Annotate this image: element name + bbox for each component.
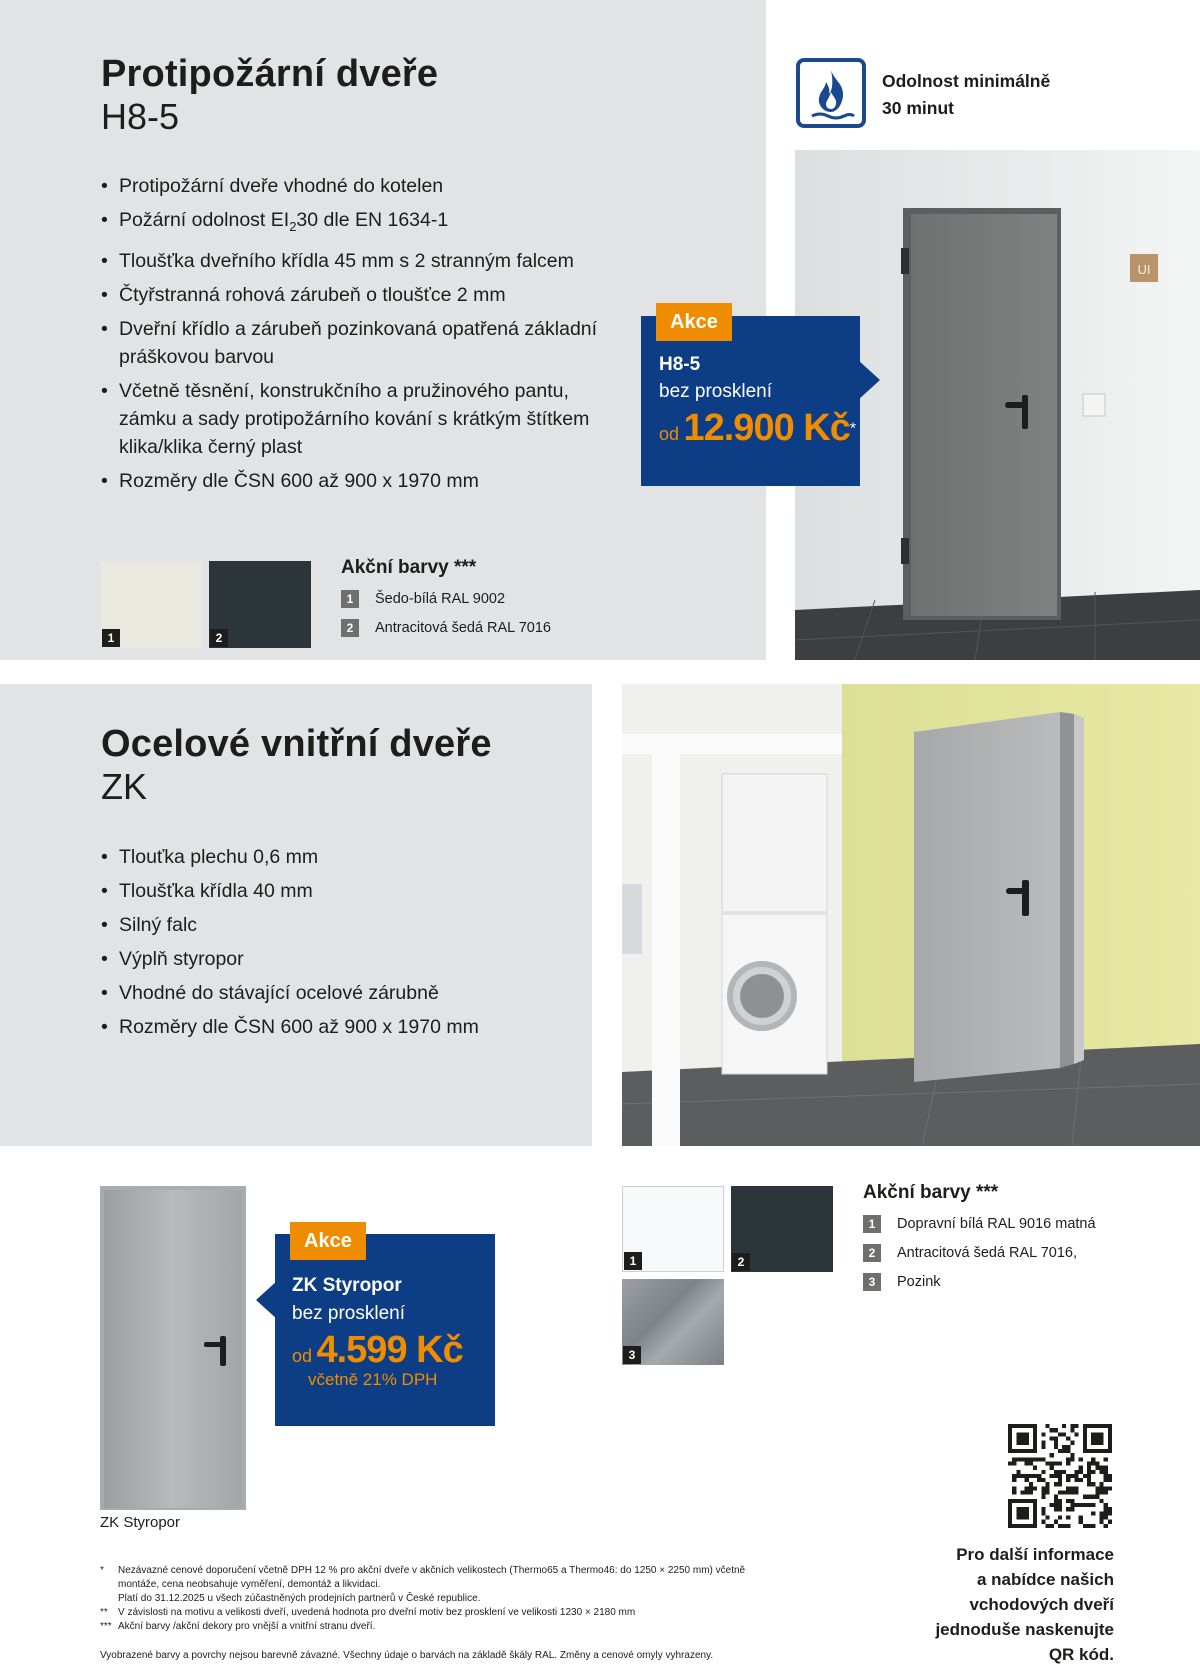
feature-item: • Dveřní křídlo a zárubeň pozinkovaná opatřená základní práškovou barvou xyxy=(101,315,621,371)
color-swatch-2: 2 xyxy=(731,1186,833,1272)
footnote: *** Akční barvy /akční dekory pro vnější a vnitřní stranu dveří. xyxy=(100,1621,376,1632)
color-swatch-3: 3 xyxy=(622,1279,724,1365)
footnote: * Nezávazné cenové doporučení včetně DPH 12 % pro akční dveře v akčních velikostech (Thermo65 a Thermo46: do 1250 × 2250 mm) včetně montáže, cena neobsahuje vyměření, demontáž a likvidaci. Platí do 31.12.2025 u všech zúčastněných prodejních partnerů v České republice. xyxy=(100,1565,746,1604)
color-swatch-1: 1 xyxy=(101,561,201,648)
fire-door-subtitle: H8-5 xyxy=(101,96,180,137)
fire-door-akce-tag: Akce xyxy=(656,303,732,341)
price-box-pointer xyxy=(858,360,882,400)
feature-item: • Tlouťka plechu 0,6 mm xyxy=(101,843,571,871)
color-row: 3 Pozink xyxy=(863,1272,1096,1292)
fire-door-price: 12.900 Kč xyxy=(683,407,850,449)
fire-resistance-label: Odolnost minimálně 30 minut xyxy=(882,71,1051,118)
steel-door-colors-list: Akční barvy *** 1 Dopravní bílá RAL 9016 matná 2 Antracitová šedá RAL 7016, 3 Pozink xyxy=(863,1182,1096,1290)
steel-door-features xyxy=(101,843,571,1047)
steel-door-title: Ocelové vnitřní dveře xyxy=(101,723,492,765)
color-swatch-2: 2 xyxy=(209,561,311,648)
fire-door-features xyxy=(101,172,621,501)
steel-door-subtitle: ZK xyxy=(101,766,148,807)
footnote: ** V závislosti na motivu a velikosti dveří, uvedená hodnota pro dveřní motiv bez prosklení ve velikosti 1230 × 2180 mm xyxy=(100,1607,636,1618)
steel-door-offer-text: ZK Styropor bez prosklení od 4.599 Kč včetně 21% DPH xyxy=(292,1275,463,1389)
door-sign-text: UI xyxy=(1137,262,1151,277)
color-row: 1 Dopravní bílá RAL 9016 matná xyxy=(863,1214,1096,1234)
steel-door-price: 4.599 Kč xyxy=(316,1329,463,1371)
color-row: 2 Antracitová šedá RAL 7016 xyxy=(341,618,551,638)
feature-item: • Čtyřstranná rohová zárubeň o tloušťce 2 mm xyxy=(101,281,621,309)
fire-door-heading xyxy=(101,52,438,138)
fire-door-title: Protipožární dveře xyxy=(101,53,439,95)
steel-door-akce-tag: Akce xyxy=(290,1222,366,1260)
feature-item: • Rozměry dle ČSN 600 až 900 x 1970 mm xyxy=(101,1013,571,1041)
footnotes xyxy=(100,1564,800,1634)
fire-resistance-badge xyxy=(796,58,866,128)
qr-info-text: Pro další informace a nabídce našich vchodových dveří jednoduše naskenujte QR kód. xyxy=(935,1545,1114,1664)
flame-icon xyxy=(800,62,862,124)
feature-item: • Tloušťka křídla 40 mm xyxy=(101,877,571,905)
disclaimer: Vyobrazené barvy a povrchy nejsou barevně závazné. Všechny údaje o barvách na základě škály RAL. Změny a cenové omyly vyhrazeny. xyxy=(100,1650,714,1661)
color-row: 1 Šedo-bílá RAL 9002 xyxy=(341,589,551,609)
feature-item: • Rozměry dle ČSN 600 až 900 x 1970 mm xyxy=(101,467,621,495)
zk-styropor-door-photo xyxy=(100,1186,246,1510)
color-swatch-1: 1 xyxy=(622,1186,724,1272)
feature-item: • Silný falc xyxy=(101,911,571,939)
feature-item: • Požární odolnost $EI_230$ dle EN 1634-1 xyxy=(101,206,621,241)
fire-door-offer-text: H8-5 bez prosklení od 12.900 Kč* xyxy=(659,354,857,449)
feature-item: • Protipožární dveře vhodné do kotelen xyxy=(101,172,621,200)
qr-code[interactable] xyxy=(1008,1424,1112,1528)
steel-door-room-photo xyxy=(622,684,1200,1146)
steel-door-heading xyxy=(101,722,492,808)
fire-door-colors-list: Akční barvy *** 1 Šedo-bílá RAL 9002 2 Antracitová šedá RAL 7016 xyxy=(341,557,551,636)
feature-item: • Vhodné do stávající ocelové zárubně xyxy=(101,979,571,1007)
feature-item: • Včetně těsnění, konstrukčního a pružinového pantu, zámku a sady protipožárního kování s krátkým štítkem klika/klika černý plast xyxy=(101,377,621,461)
feature-item: • Tloušťka dveřního křídla 45 mm s 2 stranným falcem xyxy=(101,247,621,275)
color-row: 2 Antracitová šedá RAL 7016, xyxy=(863,1243,1096,1263)
feature-item: • Výplň styropor xyxy=(101,945,571,973)
zk-photo-caption: ZK Styropor xyxy=(100,1514,181,1531)
